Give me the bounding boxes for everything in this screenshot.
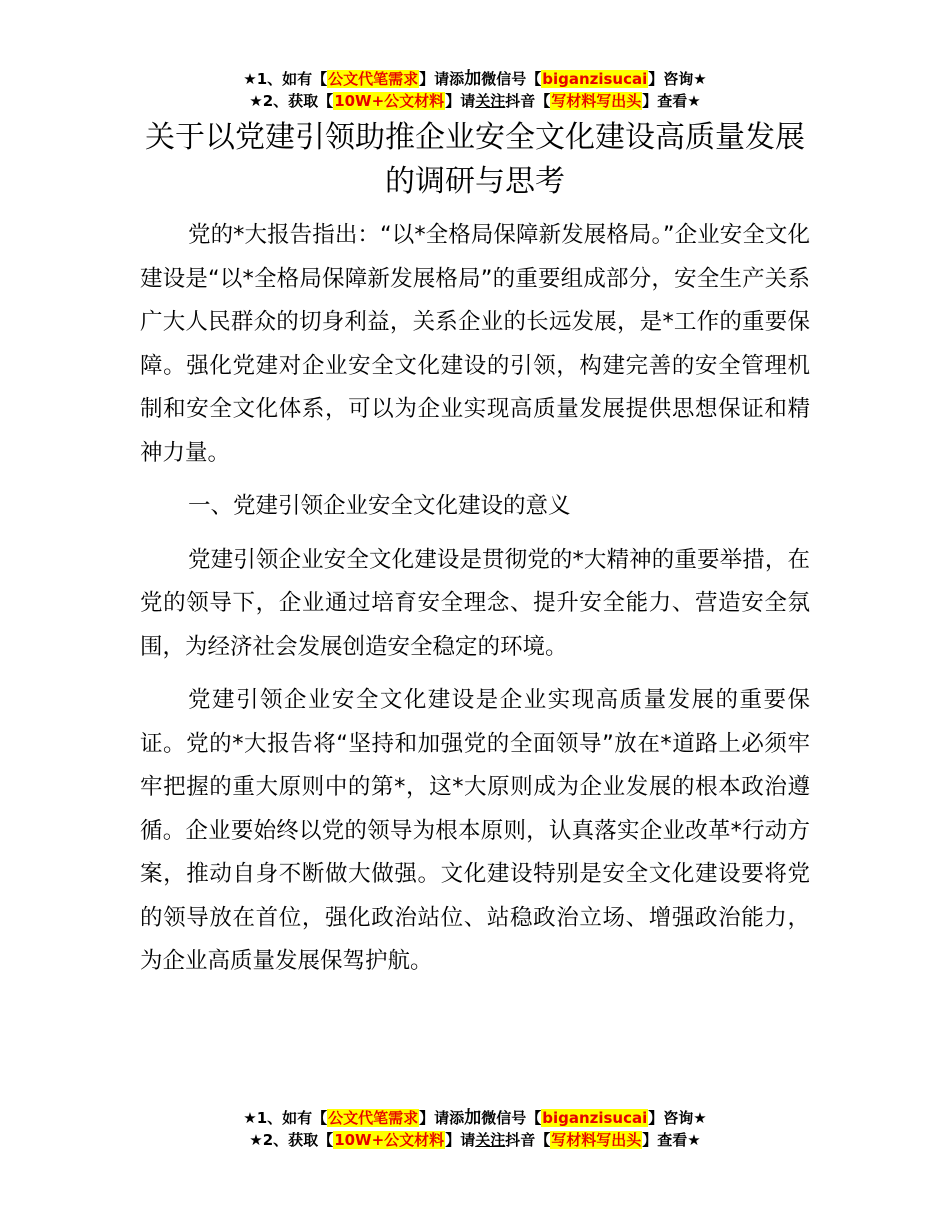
promo-text: 】咨询★ xyxy=(648,1109,707,1127)
document-body xyxy=(140,214,810,994)
document-title: 关于以党建引领助推企业安全文化建设高质量发展的调研与思考 xyxy=(145,120,805,199)
promo-text: 加 xyxy=(464,1108,482,1128)
promo-text: 加 xyxy=(464,69,482,89)
promo-highlight-wechat: biganzisucai xyxy=(542,70,648,88)
promo-text: 微信号【 xyxy=(481,70,542,88)
promo-highlight-douyin: 写材料写出头 xyxy=(551,92,642,110)
promo-text: 关注 xyxy=(475,1131,506,1149)
footer-promo xyxy=(0,1107,950,1151)
promo-text: 】查看★ xyxy=(642,92,701,110)
promo-text: 微信号【 xyxy=(481,1109,542,1127)
promo-text: 】请添 xyxy=(419,1109,465,1127)
promo-text: ★1、如有【 xyxy=(243,70,328,88)
promo-text: ★2、获取【 xyxy=(249,1131,334,1149)
body-paragraph: 党建引领企业安全文化建设是贯彻党的*大精神的重要举措，在党的领导下，企业通过培育安全理念、提升安全能力、营造安全氛围，为经济社会发展创造安全稳定的环境。 xyxy=(140,546,810,660)
promo-text: 抖音【 xyxy=(505,1131,551,1149)
promo-line-2 xyxy=(0,1129,950,1151)
body-paragraph: 党的*大报告指出：“以*全格局保障新发展格局。”企业安全文化建设是“以*全格局保障新发展格局”的重要组成部分，安全生产关系广大人民群众的切身利益，关系企业的长远发展，是*工作的重要保障。强化党建对企业安全文化建设的引领，构建完善的安全管理机制和安全文化体系，可以为企业实现高质量发展提供思想保证和精神力量。 xyxy=(140,222,810,466)
promo-text: 】请 xyxy=(445,1131,476,1149)
promo-highlight-douyin: 写材料写出头 xyxy=(551,1131,642,1149)
promo-highlight-service: 公文代笔需求 xyxy=(328,70,419,88)
promo-text: 关注 xyxy=(475,92,506,110)
promo-line-1 xyxy=(0,1107,950,1129)
promo-highlight-materials: 10W+公文材料 xyxy=(334,92,445,110)
body-paragraph: 党建引领企业安全文化建设是企业实现高质量发展的重要保证。党的*大报告将“坚持和加强党的全面领导”放在*道路上必须牢牢把握的重大原则中的第*，这*大原则成为企业发展的根本政治遵循。企业要始终以党的领导为根本原则，认真落实企业改革*行动方案，推动自身不断做大做强。文化建设特别是安全文化建设要将党的领导放在首位，强化政治站位、站稳政治立场、增强政治能力，为企业高质量发展保驾护航。 xyxy=(140,687,810,974)
promo-text: 】请 xyxy=(445,92,476,110)
promo-line-2 xyxy=(0,90,950,112)
promo-text: 抖音【 xyxy=(505,92,551,110)
promo-highlight-service: 公文代笔需求 xyxy=(328,1109,419,1127)
promo-text: 】查看★ xyxy=(642,1131,701,1149)
promo-text: ★1、如有【 xyxy=(243,1109,328,1127)
promo-text: 】请添 xyxy=(419,70,465,88)
promo-text: ★2、获取【 xyxy=(249,92,334,110)
section-heading: 一、党建引领企业安全文化建设的意义 xyxy=(188,493,571,519)
header-promo xyxy=(0,68,950,112)
promo-highlight-wechat: biganzisucai xyxy=(542,1109,648,1127)
promo-line-1 xyxy=(0,68,950,90)
promo-highlight-materials: 10W+公文材料 xyxy=(334,1131,445,1149)
promo-text: 】咨询★ xyxy=(648,70,707,88)
